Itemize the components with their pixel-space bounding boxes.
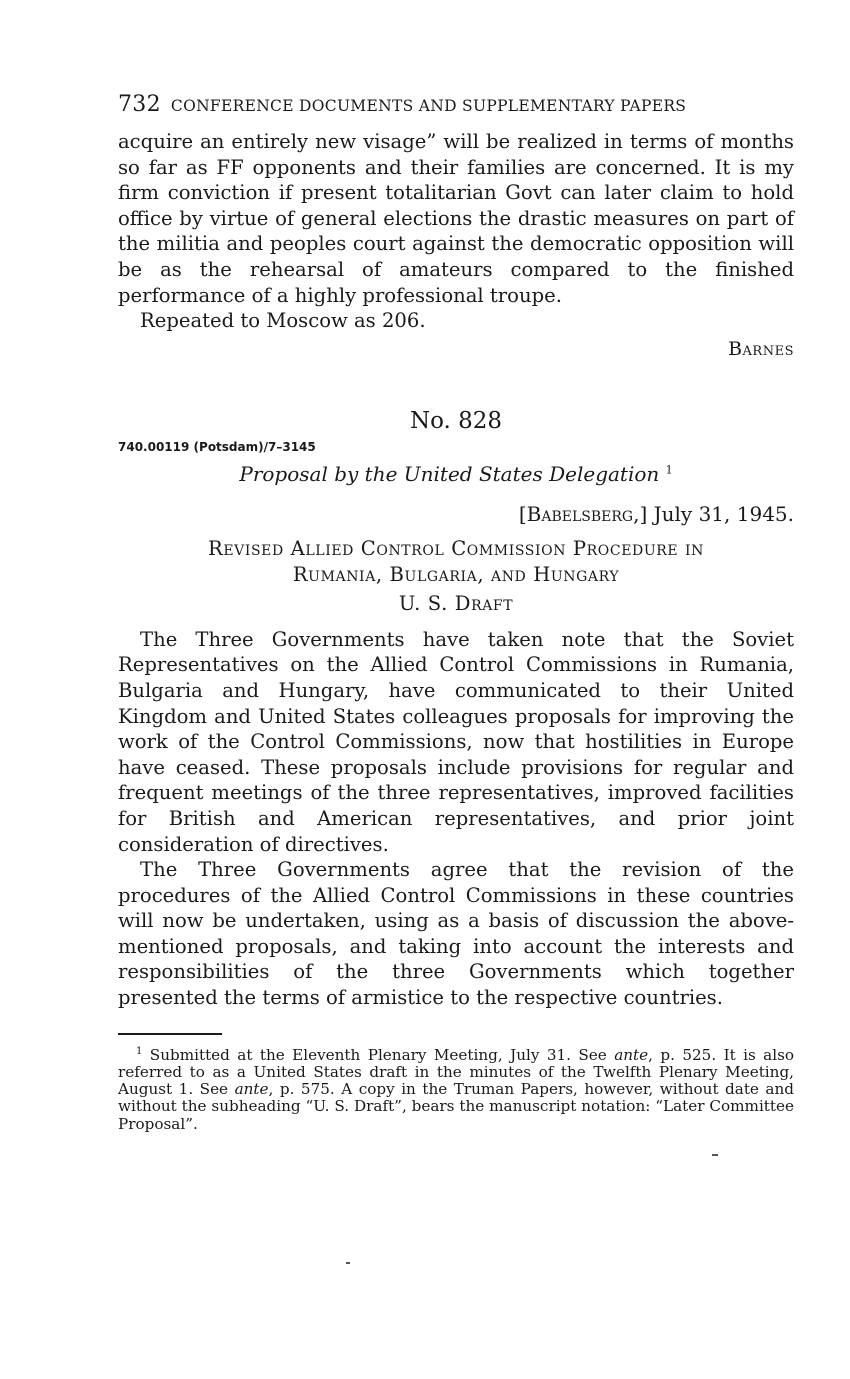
date-place: [Babelsberg,] (518, 501, 648, 526)
repeated-note: Repeated to Moscow as 206. (140, 309, 426, 333)
date: July 31, 1945. (653, 501, 794, 526)
running-title: CONFERENCE DOCUMENTS AND SUPPLEMENTARY PAPERS (170, 97, 687, 115)
footnote-text-2: , p. 525. It is also referred to as a United States draft in the minutes of the Twelfth Plenary Meeting, August 1. See (118, 1045, 795, 1099)
body-paragraph-1: The Three Governments have taken note that the Soviet Representatives on the Allied Control Commissions in Rumania, Bulgaria and Hungary, have communicated to their United Kingdom and United States colleagues proposals for improving the work of the Control Commissions, now that hostilities in Europe have ceased. These proposals include provisions for regular and frequent meetings of the three representatives, improved facilities for British and American representatives, and prior joint consideration of directives. (118, 627, 794, 856)
footnote (118, 1043, 794, 1133)
footnote-text-1: Submitted at the Eleventh Plenary Meeting, July 31. See (149, 1045, 615, 1064)
description-text: Proposal by the United States Delegation (239, 461, 660, 486)
document-description (118, 462, 794, 486)
heading-line-2: Rumania, Bulgaria, and Hungary (292, 562, 620, 586)
scan-speck (712, 1154, 718, 1156)
running-header (118, 92, 794, 117)
document-number: No. 828 (409, 407, 503, 434)
body-paragraph-2: The Three Governments agree that the revision of the procedures of the Allied Control Commissions in these countries will now be undertaken, using as a basis of discussion the above-mentioned proposals, and taking into account the interests and responsibilities of the three Governments which together presented the terms of armistice to the respective countries. (118, 858, 794, 1010)
page-number: 732 (118, 92, 161, 117)
heading-line-1: Revised Allied Control Commission Procedure in (207, 536, 705, 560)
continued-paragraph: acquire an entirely new visage” will be realized in terms of months so far as FF opponents and their families are concerned. It is my firm conviction if present totalitarian Govt can later claim to hold office by virtue of general elections the drastic measures on part of the militia and peoples court against the democratic opposition will be as the rehearsal of amateurs compared to the finished performance of a highly professional troupe. (118, 130, 794, 307)
scan-speck (346, 1262, 350, 1264)
footnote-marker: 1 (136, 1045, 143, 1057)
footnote-reference: 1 (665, 463, 673, 477)
subheading: U. S. Draft (398, 591, 514, 615)
document-page (118, 92, 794, 1133)
file-number: 740.00119 (Potsdam)/7–3145 (118, 439, 316, 454)
dateline (118, 502, 794, 526)
footnote-divider (118, 1033, 222, 1035)
footnote-ante-2: ante (234, 1080, 269, 1099)
document-heading (118, 536, 794, 588)
signature: Barnes (728, 337, 794, 360)
footnote-ante-1: ante (614, 1045, 649, 1064)
footnote-text-3: , p. 575. A copy in the Truman Papers, however, without date and without the subheading “U. S. Draft”, bears the manuscript notation: “Later Committee Proposal”. (118, 1080, 794, 1133)
